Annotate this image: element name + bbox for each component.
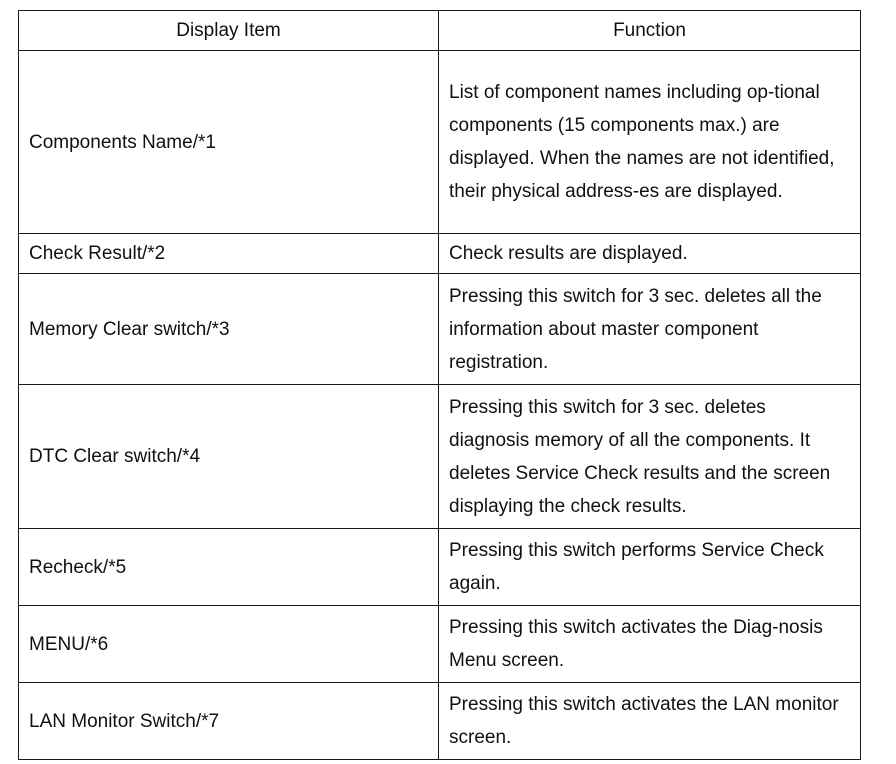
row-function-menu: Pressing this switch activates the Diag-nosis Menu screen. — [439, 606, 861, 683]
row-item-memory-clear: Memory Clear switch/*3 — [19, 274, 439, 385]
row-item-menu: MENU/*6 — [19, 606, 439, 683]
row-item-dtc-clear: DTC Clear switch/*4 — [19, 385, 439, 529]
table-row — [19, 234, 861, 274]
row-function-memory-clear: Pressing this switch for 3 sec. deletes all the information about master component registration. — [439, 274, 861, 385]
table-header-row — [19, 11, 861, 51]
row-item-check-result: Check Result/*2 — [19, 234, 439, 274]
row-function-recheck: Pressing this switch performs Service Check again. — [439, 529, 861, 606]
table-row — [19, 529, 861, 606]
header-function: Function — [439, 11, 861, 51]
row-item-components-name: Components Name/*1 — [19, 51, 439, 234]
table-row — [19, 683, 861, 760]
row-function-check-result: Check results are displayed. — [439, 234, 861, 274]
table-row — [19, 274, 861, 385]
table-row — [19, 385, 861, 529]
table-row — [19, 606, 861, 683]
table-row — [19, 51, 861, 234]
row-function-dtc-clear: Pressing this switch for 3 sec. deletes diagnosis memory of all the components. It deletes Service Check results and the screen displaying the check results. — [439, 385, 861, 529]
display-item-function-table — [18, 10, 861, 760]
row-item-lan-monitor: LAN Monitor Switch/*7 — [19, 683, 439, 760]
row-function-components-name: List of component names including op-tional components (15 components max.) are displayed. When the names are not identified, their physical address-es are displayed. — [439, 51, 861, 234]
header-display-item: Display Item — [19, 11, 439, 51]
row-item-recheck: Recheck/*5 — [19, 529, 439, 606]
row-function-lan-monitor: Pressing this switch activates the LAN monitor screen. — [439, 683, 861, 760]
